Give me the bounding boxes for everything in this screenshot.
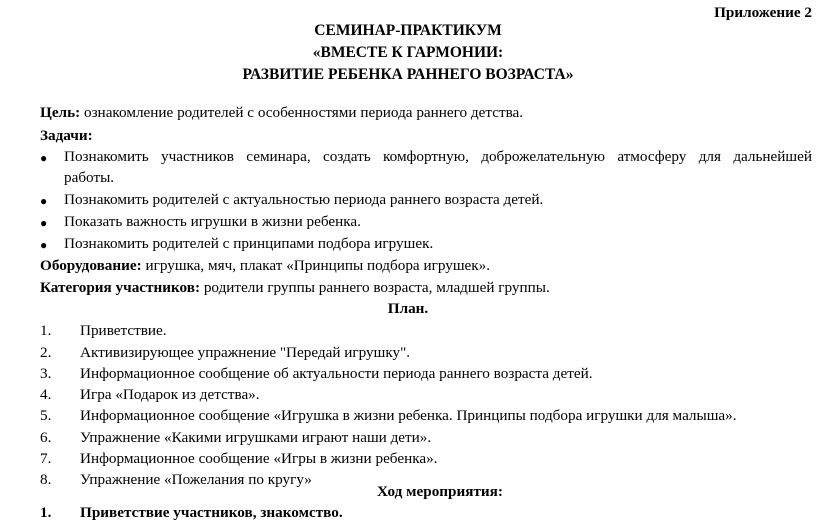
plan-item-text: Игра «Подарок из детства».	[80, 386, 260, 403]
event-item-number: 1.	[40, 504, 52, 521]
appendix-label: Приложение 2	[714, 4, 812, 21]
participants-text: родители группы раннего возраста, младшей группы.	[200, 279, 550, 296]
task-item-3-text: Показать важность игрушки в жизни ребенка.	[64, 213, 361, 230]
plan-item-text: Упражнение «Пожелания по кругу»	[80, 471, 312, 488]
task-item-4-text: Познакомить родителей с принципами подбора игрушек.	[64, 235, 434, 252]
event-heading: Ход мероприятия:	[377, 483, 503, 500]
task-item-2-text: Познакомить родителей с актуальностью периода раннего возраста детей.	[64, 191, 544, 208]
task-item-1-line-2: работы.	[64, 169, 115, 186]
task-item-1-line-1: Познакомить участников семинара, создать комфортную, доброжелательную атмосферу для дальнейшей	[64, 148, 812, 165]
plan-item-text: Упражнение «Какими игрушками играют наши дети».	[80, 429, 432, 446]
event-item-text: Приветствие участников, знакомство.	[80, 504, 343, 521]
equipment-text: игрушка, мяч, плакат «Принципы подбора игрушек».	[141, 257, 491, 274]
bullet-icon: ●	[40, 151, 48, 165]
tasks-label: Задачи:	[40, 127, 93, 144]
plan-heading: План.	[387, 300, 429, 317]
task-item-1	[40, 148, 812, 192]
plan-item-number: 2.	[40, 344, 52, 361]
plan-item-text: Информационное сообщение «Игрушка в жизни ребенка. Принципы подбора игрушки для малыша».	[80, 407, 737, 424]
plan-item-text: Приветствие.	[80, 322, 167, 339]
plan-item-number: 8.	[40, 471, 52, 488]
equipment-label: Оборудование:	[40, 257, 142, 274]
plan-item-text: Активизирующее упражнение "Передай игрушку".	[80, 344, 411, 361]
title-line-2: «ВМЕСТЕ К ГАРМОНИИ:	[312, 44, 504, 61]
plan-item-number: 6.	[40, 429, 52, 446]
title-line-1: СЕМИНАР-ПРАКТИКУМ	[314, 22, 502, 39]
participants-label: Категория участников:	[40, 279, 201, 296]
goal-text: ознакомление родителей с особенностями периода раннего детства.	[80, 104, 524, 121]
plan-item-text: Информационное сообщение об актуальности периода раннего возраста детей.	[80, 365, 593, 382]
goal-line	[40, 104, 808, 122]
bullet-icon: ●	[40, 194, 48, 208]
goal-label: Цель:	[40, 104, 81, 121]
bullet-icon: ●	[40, 238, 48, 252]
plan-item-number: 5.	[40, 407, 52, 424]
plan-item-number: 1.	[40, 322, 52, 339]
plan-item-text: Информационное сообщение «Игры в жизни ребенка».	[80, 450, 438, 467]
plan-item-number: 7.	[40, 450, 52, 467]
title-line-3: РАЗВИТИЕ РЕБЕНКА РАННЕГО ВОЗРАСТА»	[242, 66, 574, 83]
bullet-icon: ●	[40, 216, 48, 230]
equipment-line	[40, 257, 808, 275]
plan-item-number: 3.	[40, 365, 52, 382]
participants-line	[40, 279, 808, 297]
plan-item-number: 4.	[40, 386, 52, 403]
